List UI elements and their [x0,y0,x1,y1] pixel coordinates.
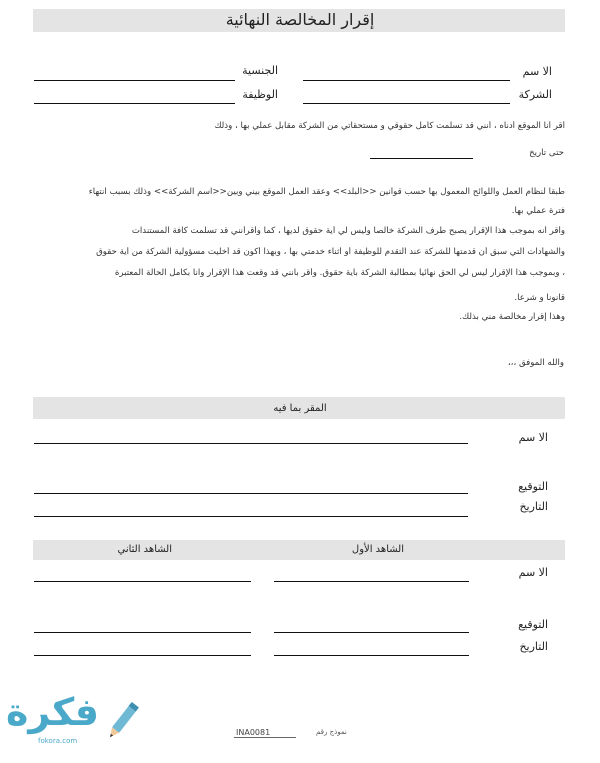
second-witness-date-line[interactable] [34,655,251,656]
name-label: الا سم [522,65,552,78]
fokora-logo [4,690,144,750]
name-line[interactable] [303,80,510,81]
paragraph-4: والشهادات التي سبق أن قدمتها للشركة عند التقدم للوظيفة أو أثناء خدمتي بها ، وبهذا أكون قد أخليت مسؤولية الشركة من أية حقوق [96,247,565,257]
company-line[interactable] [303,103,510,104]
form-number-line [234,737,296,738]
logo-text: فكرة [6,690,100,734]
form-number-label: نموذج رقم [316,728,347,736]
first-witness-date-line[interactable] [274,655,469,656]
company-label: الشركة [518,88,552,101]
first-witness-signature-line[interactable] [274,632,469,633]
witness-signature-label: التوقيع [518,618,548,631]
declarant-signature-line[interactable] [34,493,468,494]
nationality-label: الجنسية [242,64,278,77]
until-date-label: حتى تاريخ [529,148,564,158]
paragraph-7: وهذا إقرار مخالصة مني بذلك. [459,312,565,322]
nationality-line[interactable] [34,80,235,81]
logo-domain: fokora.com [38,737,78,745]
declarant-date-line[interactable] [34,516,468,517]
paragraph-2: فترة عملي بها. [511,206,565,216]
pencil-icon [102,698,142,744]
declarant-name-label: الا سم [518,431,548,444]
declarant-date-label: التاريخ [519,500,548,513]
job-label: الوظيفة [242,88,278,101]
second-witness-header: الشاهد الثاني [117,544,172,555]
first-witness-header: الشاهد الأول [351,544,404,555]
witnesses-band [33,540,565,560]
witness-name-label: الا سم [518,566,548,579]
page-title: إقرار المخالصة النهائية [225,10,375,29]
paragraph-6: قانوناً و شرعاً. [514,293,565,303]
second-witness-signature-line[interactable] [34,632,251,633]
declarant-header: المقر بما فيه [273,403,327,414]
witness-date-label: التاريخ [519,640,548,653]
until-date-line[interactable] [370,158,473,159]
declarant-name-line[interactable] [34,443,468,444]
closing-text: والله الموفق ،،، [507,358,564,368]
declarant-signature-label: التوقيع [518,480,548,493]
form-number: INA0081 [236,728,271,737]
first-witness-name-line[interactable] [274,581,469,582]
declaration-line: أقر أنا الموقع أدناه ، أنني قد تسلمت كامل حقوقي و مستحقاتي من الشركة مقابل عملي بها ، وذلك [214,121,565,131]
second-witness-name-line[interactable] [34,581,251,582]
paragraph-5: ، وبموجب هذا الإقرار ليس لي الحق نهائياً بمطالبة الشركة بأية حقوق. وأقر بأنني قد وقعت هذا الإقرار وانا بكامل الحالة المعتبرة [114,268,565,278]
paragraph-3: وأقر أنه بموجب هذا الإقرار يصبح طرف الشركة خالصاً وليس لي أية حقوق لديها ، كما وأقرأنني قد تسلمت كافة المستندات [131,226,565,236]
paragraph-1: طبقاً لنظام العمل واللوائح المعمول بها حسب قوانين <<البلد>> وعقد العمل الموقع بيني وبين<<اسم الشركة>> وذلك بسبب انتهاء [88,187,565,197]
job-line[interactable] [34,103,235,104]
